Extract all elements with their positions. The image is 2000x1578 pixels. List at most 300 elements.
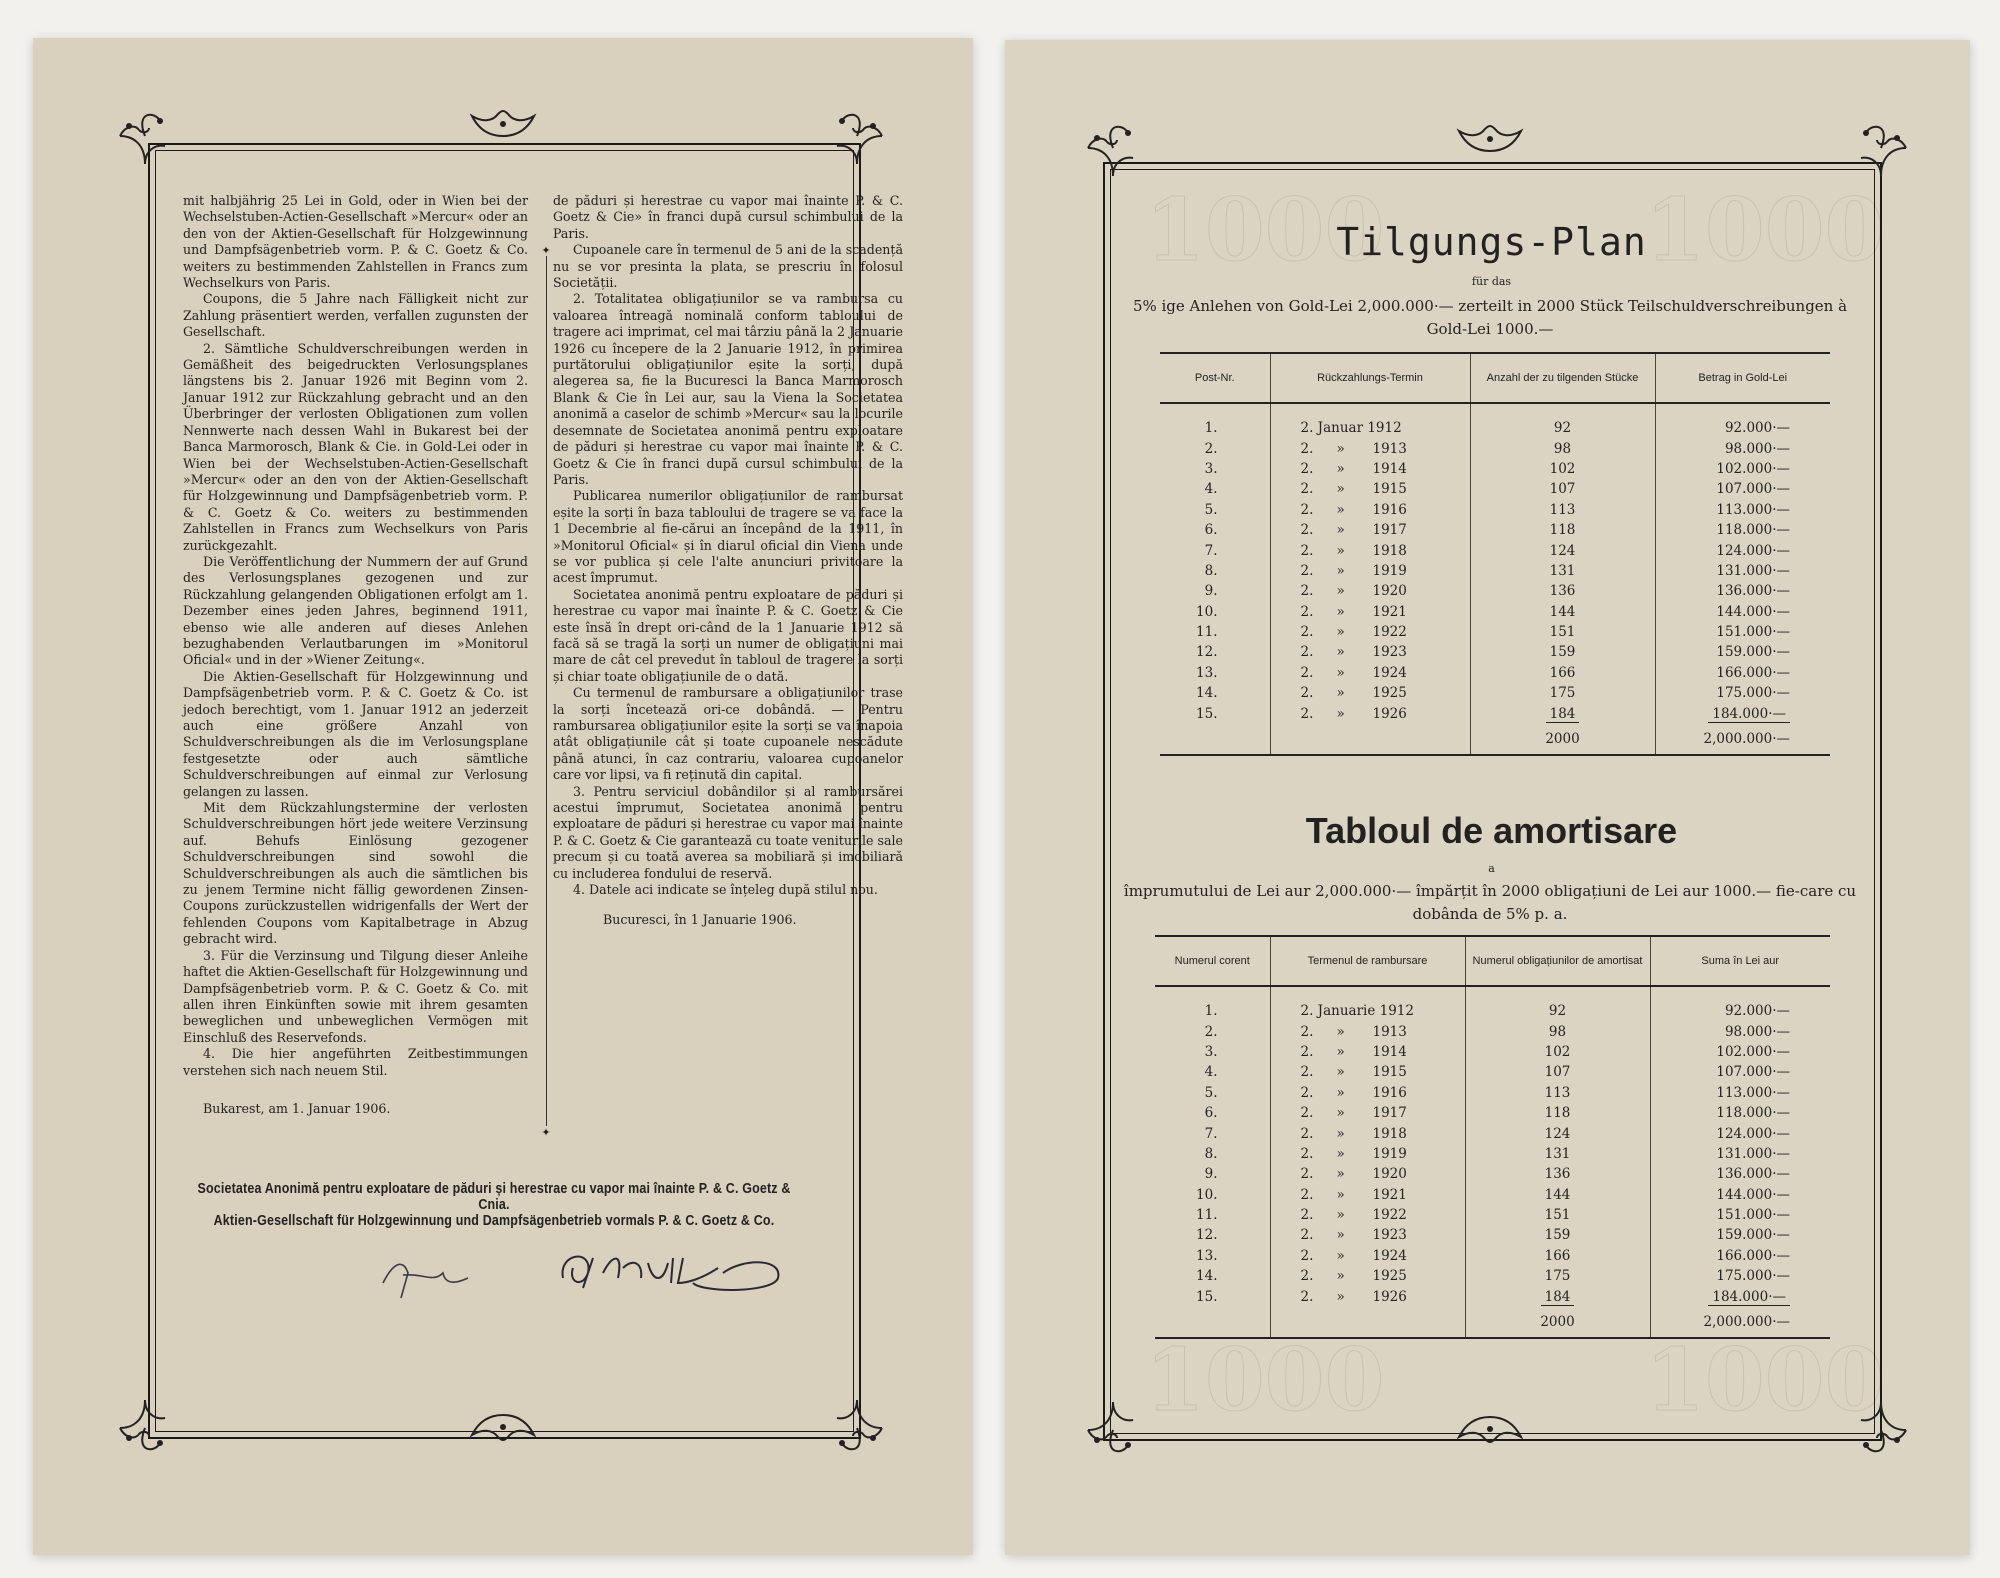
amount-value: 136.000·—: [1716, 583, 1790, 600]
bond-count-value: 98: [1548, 1023, 1567, 1040]
amount: [1655, 622, 1830, 642]
ditto-mark: »: [1336, 624, 1345, 641]
ditto-mark: »: [1336, 1207, 1345, 1224]
bond-count: [1465, 1144, 1650, 1164]
term-year: 1921: [1372, 1186, 1407, 1203]
ditto-mark: »: [1336, 562, 1345, 579]
amount: [1650, 1286, 1830, 1306]
amount-value: 175.000·—: [1716, 685, 1790, 702]
term-year: 1915: [1372, 481, 1407, 498]
column-divider: [546, 256, 547, 1126]
column-divider-cap-icon: ✦: [541, 1126, 551, 1139]
ditto-mark: »: [1336, 644, 1345, 661]
amount: [1655, 561, 1830, 581]
amount: [1650, 1205, 1830, 1225]
amount-value: 184.000·—: [1708, 706, 1790, 723]
term-day: 2.: [1300, 481, 1314, 498]
bond-count-value: 92: [1553, 420, 1572, 437]
term-year: 1915: [1372, 1064, 1407, 1081]
german-paragraph: Mit dem Rückzahlungstermine der verlosten Schuldverschreibungen hört jede weitere Verzinsung auf. Behufs Einlösung gezogener Schuldverschreibungen sind sowohl die Schuldverschreibungen als auch die sämtlichen bis zu jenem Termine nicht fällig gewordenen Zinsen-Coupons zurückzustellen widrigenfalls der Wert der fehlenden Coupons vom Kapitalbetrage in Abzug gebracht wird.: [183, 800, 528, 947]
table-cell: [1465, 986, 1650, 1001]
amount-value: 118.000·—: [1716, 1105, 1790, 1122]
bond-count: [1470, 540, 1655, 560]
amount-value: 113.000·—: [1716, 1084, 1790, 1101]
table-row: [1160, 418, 1830, 438]
repayment-term: [1270, 1246, 1465, 1266]
amount: [1650, 1225, 1830, 1245]
term-year: 1920: [1372, 583, 1407, 600]
term-day: 2.: [1300, 1043, 1314, 1060]
bond-count-value: 118: [1544, 1105, 1571, 1122]
german-paragraph: 4. Die hier angeführten Zeitbestimmungen verstehen sich nach neuem Stil.: [183, 1046, 528, 1078]
repayment-term: [1270, 1286, 1465, 1306]
table-spacer-row: [1155, 986, 1830, 1001]
amount: [1650, 1083, 1830, 1103]
amount-value: 175.000·—: [1716, 1268, 1790, 1285]
ditto-mark: »: [1336, 1247, 1345, 1264]
ditto-mark: »: [1336, 705, 1345, 722]
german-paragraph: Die Veröffentlichung der Nummern der auf Grund des Verlosungsplanes gezogenen und zur Rückzahlung gelangenden Obligationen erfolgt am 1. Dezember eines jeden Jahres, beginnend 1911, ebenso wie alle anderen auf dieses Anlehen bezughabenden Verlautbarungen im »Monitorul Oficial« und in der »Wiener Zeitung«.: [183, 553, 528, 668]
corner-ornament-icon: [1851, 118, 1911, 178]
signature-1: [373, 1243, 483, 1303]
table-cell: [1155, 1307, 1270, 1338]
row-number: 4.: [1155, 1062, 1270, 1082]
term-day: 2.: [1300, 624, 1314, 641]
amount: [1650, 1042, 1830, 1062]
column-header: Numerul obligațiunilor de amortisat: [1465, 936, 1650, 986]
ditto-mark: »: [1336, 685, 1345, 702]
ditto-mark: »: [1336, 1268, 1345, 1285]
column-header: Termenul de rambursare: [1270, 936, 1465, 986]
term-day: 2.: [1300, 1268, 1314, 1285]
table-row: [1160, 581, 1830, 601]
term-year: 1917: [1372, 1105, 1407, 1122]
term-day: 2.: [1300, 1227, 1314, 1244]
table-header-row: [1160, 353, 1830, 403]
term-day: 2.: [1300, 1166, 1314, 1183]
table-row: [1160, 520, 1830, 540]
romanian-paragraph: Cupoanele care în termenul de 5 ani de la scadență nu se vor presinta la plata, se prescriu în folosul Societății.: [553, 242, 903, 291]
amount: [1655, 703, 1830, 723]
repayment-term: [1270, 1042, 1465, 1062]
first-term-date: 2. Januar 1912: [1300, 420, 1402, 437]
bond-count-value: 151: [1544, 1207, 1571, 1224]
bond-count-value: 102: [1549, 460, 1576, 477]
repayment-term: [1270, 1266, 1465, 1286]
total-amount: 2,000.000·—: [1650, 1307, 1830, 1338]
term-year: 1923: [1372, 1227, 1407, 1244]
amount-value: 98.000·—: [1724, 1023, 1790, 1040]
term-year: 1920: [1372, 1166, 1407, 1183]
bond-count-value: 159: [1549, 644, 1576, 661]
column-header: Numerul corent: [1155, 936, 1270, 986]
ditto-mark: »: [1336, 664, 1345, 681]
table-row: [1160, 459, 1830, 479]
amount: [1655, 520, 1830, 540]
table-row: [1160, 642, 1830, 662]
ditto-mark: »: [1336, 522, 1345, 539]
right-page: [1005, 40, 1970, 1555]
amount-value: 166.000·—: [1716, 1247, 1790, 1264]
row-number: 13.: [1155, 1246, 1270, 1266]
romanian-plan-title: Tabloul de amortisare: [1305, 810, 1678, 851]
repayment-term: [1270, 1164, 1465, 1184]
left-page: [33, 38, 973, 1555]
table-cell: [1160, 724, 1270, 755]
table-cell: [1655, 403, 1830, 418]
table-row: [1155, 1062, 1830, 1082]
ditto-mark: »: [1336, 1166, 1345, 1183]
amount: [1655, 438, 1830, 458]
amount: [1655, 663, 1830, 683]
amount-value: 166.000·—: [1716, 664, 1790, 681]
bond-count-value: 98: [1553, 440, 1572, 457]
bond-count-value: 107: [1544, 1064, 1571, 1081]
term-year: 1925: [1372, 1268, 1407, 1285]
term-year: 1916: [1372, 501, 1407, 518]
corner-ornament-icon: [827, 1398, 887, 1458]
term-day: 2.: [1300, 522, 1314, 539]
table-row: [1155, 1103, 1830, 1123]
amount: [1650, 1144, 1830, 1164]
repayment-term: [1270, 1185, 1465, 1205]
table-row: [1160, 663, 1830, 683]
amount-value: 102.000·—: [1716, 460, 1790, 477]
row-number: 2.: [1155, 1021, 1270, 1041]
repayment-term: [1270, 438, 1470, 458]
term-year: 1918: [1372, 1125, 1407, 1142]
romanian-plan-subtitle: a: [1488, 862, 1495, 875]
table-row: [1155, 1225, 1830, 1245]
term-day: 2.: [1300, 705, 1314, 722]
total-count: 2000: [1465, 1307, 1650, 1338]
row-number: 4.: [1160, 479, 1270, 499]
amount-value: 98.000·—: [1724, 440, 1790, 457]
bond-count-value: 166: [1549, 664, 1576, 681]
bond-count: [1470, 622, 1655, 642]
term-day: 2.: [1300, 440, 1314, 457]
romanian-paragraph: 4. Datele aci indicate se înțeleg după stilul nou.: [573, 882, 878, 898]
bond-count-value: 144: [1544, 1186, 1571, 1203]
amount: [1650, 1103, 1830, 1123]
table-cell: [1270, 986, 1465, 1001]
bond-count-value: 151: [1549, 624, 1576, 641]
repayment-term: [1270, 1144, 1465, 1164]
amount-value: 102.000·—: [1716, 1043, 1790, 1060]
ditto-mark: »: [1336, 1023, 1345, 1040]
bond-count-value: 118: [1549, 522, 1576, 539]
bond-count: [1470, 479, 1655, 499]
repayment-term: [1270, 663, 1470, 683]
total-count: 2000: [1470, 724, 1655, 755]
table-row: [1160, 561, 1830, 581]
term-day: 2.: [1300, 1084, 1314, 1101]
signature-2: [553, 1238, 793, 1298]
amount-value: 131.000·—: [1716, 562, 1790, 579]
ditto-mark: »: [1336, 460, 1345, 477]
bond-count: [1465, 1286, 1650, 1306]
romanian-paragraph: Cu termenul de rambursare a obligațiunilor trase la sorți încetează ori-ce dobândă. — Pentru rambursarea obligațiunilor eșite la sorți se va înapoia atât obligațiunile cât și toate cupoanele nescădute până atunci, în caz contrariu, valoarea cupoanelor care vor lipsi, va fi reținută din capital.: [553, 685, 903, 783]
bond-count: [1465, 1123, 1650, 1143]
corner-ornament-icon: [1083, 118, 1143, 178]
table-row: [1155, 1042, 1830, 1062]
bond-count: [1470, 683, 1655, 703]
watermark-denomination: 1000: [1645, 180, 1885, 281]
table-row: [1155, 1266, 1830, 1286]
amount: [1655, 683, 1830, 703]
bond-count-value: 184: [1541, 1289, 1575, 1306]
row-number: 9.: [1160, 581, 1270, 601]
term-day: 2.: [1300, 583, 1314, 600]
bottom-center-ornament-icon: [1455, 1415, 1525, 1445]
repayment-term: [1270, 459, 1470, 479]
german-paragraph: Die Aktien-Gesellschaft für Holzgewinnung und Dampfsägenbetrieb vorm. P. & C. Goetz & Co. ist jedoch berechtigt, vom 1. Januar 1912 an jederzeit auch eine größere Anzahl von Schuldverschreibungen als die im Verlosungsplane festgesetzte oder auch sämtliche Schuldverschreibungen auf einmal zur Verlosung gelangen zu lassen.: [183, 668, 528, 799]
row-number: 3.: [1155, 1042, 1270, 1062]
repayment-term: [1270, 642, 1470, 662]
table-row: [1155, 1286, 1830, 1306]
bond-count-value: 131: [1549, 562, 1576, 579]
amount-value: 131.000·—: [1716, 1145, 1790, 1162]
bond-count-value: 124: [1549, 542, 1576, 559]
amount-value: 118.000·—: [1716, 522, 1790, 539]
romanian-paragraph: de păduri și herestrae cu vapor mai înainte P. & C. Goetz & Cie» în franci după cursul schimbului de la Paris.: [553, 193, 903, 241]
repayment-term: [1270, 1123, 1465, 1143]
amount: [1655, 459, 1830, 479]
table-row: [1155, 1021, 1830, 1041]
term-year: 1918: [1372, 542, 1407, 559]
bond-count: [1465, 1083, 1650, 1103]
romanian-paragraph: Publicarea numerilor obligațiunilor de rambursat eșite la sorți în baza tabloului de tragere se va face la 1 Decembrie al fie-cărui an începând de la 1911, în »Monitorul Oficial« și în diarul oficial din Viena unde se vor publica și cele l'alte anunciuri privitoare la acest împrumut.: [553, 488, 903, 586]
amount: [1650, 1001, 1830, 1021]
amount-value: 144.000·—: [1716, 603, 1790, 620]
bond-count-value: 113: [1549, 501, 1576, 518]
romanian-paragraph: Societatea anonimă pentru exploatare de păduri și herestrae cu vapor mai înainte P. & C. Goetz & Cie este însă în drept ori-când de la 1 Januarie 1912 să facă să se tragă la sorți un numer de obligațiuni mai mare de cât cel prevedut în tabloul de tragere la sorți și chiar toate obligațiunile de o dată.: [553, 586, 903, 684]
term-year: 1914: [1372, 460, 1407, 477]
column-header: Betrag in Gold-Lei: [1655, 353, 1830, 403]
row-number: 13.: [1160, 663, 1270, 683]
term-year: 1926: [1372, 1288, 1407, 1305]
ditto-mark: »: [1336, 1145, 1345, 1162]
bond-count: [1470, 642, 1655, 662]
row-number: 8.: [1160, 561, 1270, 581]
bond-count: [1470, 663, 1655, 683]
romanian-terms-column: [553, 193, 903, 929]
ditto-mark: »: [1336, 603, 1345, 620]
top-center-ornament-icon: [468, 108, 538, 138]
ditto-mark: »: [1336, 1084, 1345, 1101]
ditto-mark: »: [1336, 1105, 1345, 1122]
term-day: 2.: [1300, 1064, 1314, 1081]
bond-count: [1465, 1185, 1650, 1205]
table-row: [1155, 1246, 1830, 1266]
watermark-denomination: 1000: [1645, 1330, 1885, 1431]
amount: [1650, 1062, 1830, 1082]
table-cell: [1470, 403, 1655, 418]
amount-value: 124.000·—: [1716, 542, 1790, 559]
table-row: [1160, 683, 1830, 703]
repayment-term: [1270, 1083, 1465, 1103]
column-header: Post-Nr.: [1160, 353, 1270, 403]
repayment-term: [1270, 1001, 1465, 1021]
repayment-term: [1270, 602, 1470, 622]
ditto-mark: »: [1336, 1227, 1345, 1244]
amount: [1650, 1021, 1830, 1041]
row-number: 5.: [1160, 500, 1270, 520]
table-row: [1155, 1083, 1830, 1103]
row-number: 8.: [1155, 1144, 1270, 1164]
amount-value: 144.000·—: [1716, 1186, 1790, 1203]
row-number: 12.: [1155, 1225, 1270, 1245]
term-day: 2.: [1300, 644, 1314, 661]
repayment-term: [1270, 1021, 1465, 1041]
bond-count: [1465, 1062, 1650, 1082]
row-number: 11.: [1155, 1205, 1270, 1225]
term-day: 2.: [1300, 1247, 1314, 1264]
row-number: 10.: [1160, 602, 1270, 622]
german-paragraph: 2. Sämtliche Schuldverschreibungen werden in Gemäßheit des beigedruckten Verlosungsplanes längstens bis 2. Januar 1926 mit Beginn vom 2. Januar 1912 zur Rückzahlung gebracht und an den Überbringer der verlosten Obligationen zum vollen Nennwerte nach dessen Wahl in Bukarest bei der Banca Marmorosch, Blank & Cie. in Gold-Lei oder in Wien bei der Wechselstuben-Actien-Gesellschaft »Mercur« oder an den von der Aktien-Gesellschaft für Holzgewinnung und Dampfsägenbetrieb vorm. P. & C. Goetz & Co. weiters zu bestimmenden Zahlstellen in Francs zum Wechselkurs von Paris zurückgezahlt.: [183, 340, 528, 553]
amount-value: 159.000·—: [1716, 644, 1790, 661]
bond-count-value: 166: [1544, 1247, 1571, 1264]
bond-count-value: 107: [1549, 481, 1576, 498]
first-term-date: 2. Januarie 1912: [1300, 1003, 1414, 1020]
amount-value: 184.000·—: [1708, 1289, 1790, 1306]
german-paragraph: Coupons, die 5 Jahre nach Fälligkeit nicht zur Zahlung präsentiert werden, verfallen zugunsten der Gesellschaft.: [183, 291, 528, 340]
bond-count-value: 131: [1544, 1145, 1571, 1162]
table-row: [1160, 602, 1830, 622]
corner-ornament-icon: [827, 106, 887, 166]
table-cell: [1270, 403, 1470, 418]
bond-count-value: 92: [1548, 1003, 1567, 1020]
bond-count: [1465, 1001, 1650, 1021]
amount: [1650, 1246, 1830, 1266]
amount: [1650, 1185, 1830, 1205]
table-row: [1155, 1001, 1830, 1021]
amount: [1650, 1123, 1830, 1143]
amount-value: 107.000·—: [1716, 481, 1790, 498]
bond-count: [1465, 1042, 1650, 1062]
amount-value: 151.000·—: [1716, 1207, 1790, 1224]
repayment-term: [1270, 479, 1470, 499]
bond-count: [1470, 703, 1655, 723]
repayment-term: [1270, 1225, 1465, 1245]
term-year: 1921: [1372, 603, 1407, 620]
term-year: 1924: [1372, 1247, 1407, 1264]
bond-count: [1465, 1021, 1650, 1041]
repayment-term: [1270, 581, 1470, 601]
ditto-mark: »: [1336, 440, 1345, 457]
row-number: 9.: [1155, 1164, 1270, 1184]
ditto-mark: »: [1336, 1064, 1345, 1081]
repayment-term: [1270, 540, 1470, 560]
table-header-row: [1155, 936, 1830, 986]
table-row: [1160, 438, 1830, 458]
term-day: 2.: [1300, 603, 1314, 620]
row-number: 1.: [1155, 1001, 1270, 1021]
amount-value: 151.000·—: [1716, 624, 1790, 641]
repayment-term: [1270, 500, 1470, 520]
term-year: 1917: [1372, 522, 1407, 539]
amount: [1655, 418, 1830, 438]
bottom-center-ornament-icon: [468, 1413, 538, 1443]
bond-count: [1470, 561, 1655, 581]
bond-count: [1470, 581, 1655, 601]
bond-count-value: 136: [1544, 1166, 1571, 1183]
table-row: [1160, 479, 1830, 499]
corner-ornament-icon: [1083, 1400, 1143, 1460]
term-year: 1913: [1372, 440, 1407, 457]
bond-count: [1465, 1103, 1650, 1123]
bond-count: [1470, 438, 1655, 458]
table-cell: [1160, 403, 1270, 418]
romanian-place-date: Bucuresci, în 1 Januarie 1906.: [603, 912, 797, 928]
bond-count: [1470, 418, 1655, 438]
ditto-mark: »: [1336, 1288, 1345, 1305]
column-header: Suma în Lei aur: [1650, 936, 1830, 986]
row-number: 1.: [1160, 418, 1270, 438]
german-plan-subtitle: für das: [1471, 275, 1512, 288]
table-total-row: [1155, 1307, 1830, 1338]
column-header: Anzahl der zu tilgenden Stücke: [1470, 353, 1655, 403]
bond-count: [1470, 602, 1655, 622]
term-year: 1924: [1372, 664, 1407, 681]
amount-value: 159.000·—: [1716, 1227, 1790, 1244]
term-day: 2.: [1300, 460, 1314, 477]
german-place-date: Bukarest, am 1. Januar 1906.: [203, 1100, 391, 1116]
row-number: 11.: [1160, 622, 1270, 642]
bond-count-value: 159: [1544, 1227, 1571, 1244]
bond-count: [1465, 1205, 1650, 1225]
amount: [1655, 540, 1830, 560]
ditto-mark: »: [1336, 481, 1345, 498]
term-year: 1926: [1372, 705, 1407, 722]
bond-count: [1465, 1246, 1650, 1266]
row-number: 3.: [1160, 459, 1270, 479]
bond-count-value: 113: [1544, 1084, 1571, 1101]
term-day: 2.: [1300, 1207, 1314, 1224]
table-row: [1155, 1144, 1830, 1164]
repayment-term: [1270, 683, 1470, 703]
repayment-term: [1270, 418, 1470, 438]
watermark-denomination: 1000: [1145, 180, 1385, 281]
term-day: 2.: [1300, 562, 1314, 579]
repayment-term: [1270, 1103, 1465, 1123]
row-number: 6.: [1155, 1103, 1270, 1123]
romanian-amortization-table: [1155, 935, 1830, 1339]
corner-ornament-icon: [115, 106, 175, 166]
term-year: 1925: [1372, 685, 1407, 702]
bond-count-value: 175: [1549, 685, 1576, 702]
bond-count: [1465, 1164, 1650, 1184]
amount-value: 92.000·—: [1724, 420, 1790, 437]
row-number: 12.: [1160, 642, 1270, 662]
bond-count: [1470, 459, 1655, 479]
term-year: 1919: [1372, 562, 1407, 579]
table-row: [1160, 500, 1830, 520]
row-number: 15.: [1160, 703, 1270, 723]
ditto-mark: »: [1336, 542, 1345, 559]
amount: [1655, 581, 1830, 601]
repayment-term: [1270, 1205, 1465, 1225]
romanian-paragraph: 2. Totalitatea obligațiunilor se va rambursa cu valoarea întreagă nominală conform tabloului de tragere aci imprimat, cel mai târziu până la 2 Januarie 1926 cu începere de la 2 Januarie 1912, în primirea purtătorului obligațiunilor eșite la sorți, după alegerea sa, fie la Bucuresci la Banca Marmorosch Blank & Cie în Lei aur, sau la Viena la Societatea anonimă a caselor de schimb »Mercur« sau la locurile desemnate de Societatea anonimă pentru exploatare de păduri și herestrae cu vapor mai înainte P. & C. Goetz & Cie în franci după cursul schimbului de la Paris.: [553, 291, 903, 487]
company-name-german: Aktien-Gesellschaft für Holzgewinnung und Dampfsägenbetrieb vormals P. & C. Goetz & Co.: [213, 1213, 775, 1229]
bond-count: [1465, 1225, 1650, 1245]
table-row: [1155, 1123, 1830, 1143]
row-number: 5.: [1155, 1083, 1270, 1103]
ditto-mark: »: [1336, 501, 1345, 518]
table-cell: [1270, 724, 1470, 755]
row-number: 14.: [1160, 683, 1270, 703]
amount-value: 136.000·—: [1716, 1166, 1790, 1183]
